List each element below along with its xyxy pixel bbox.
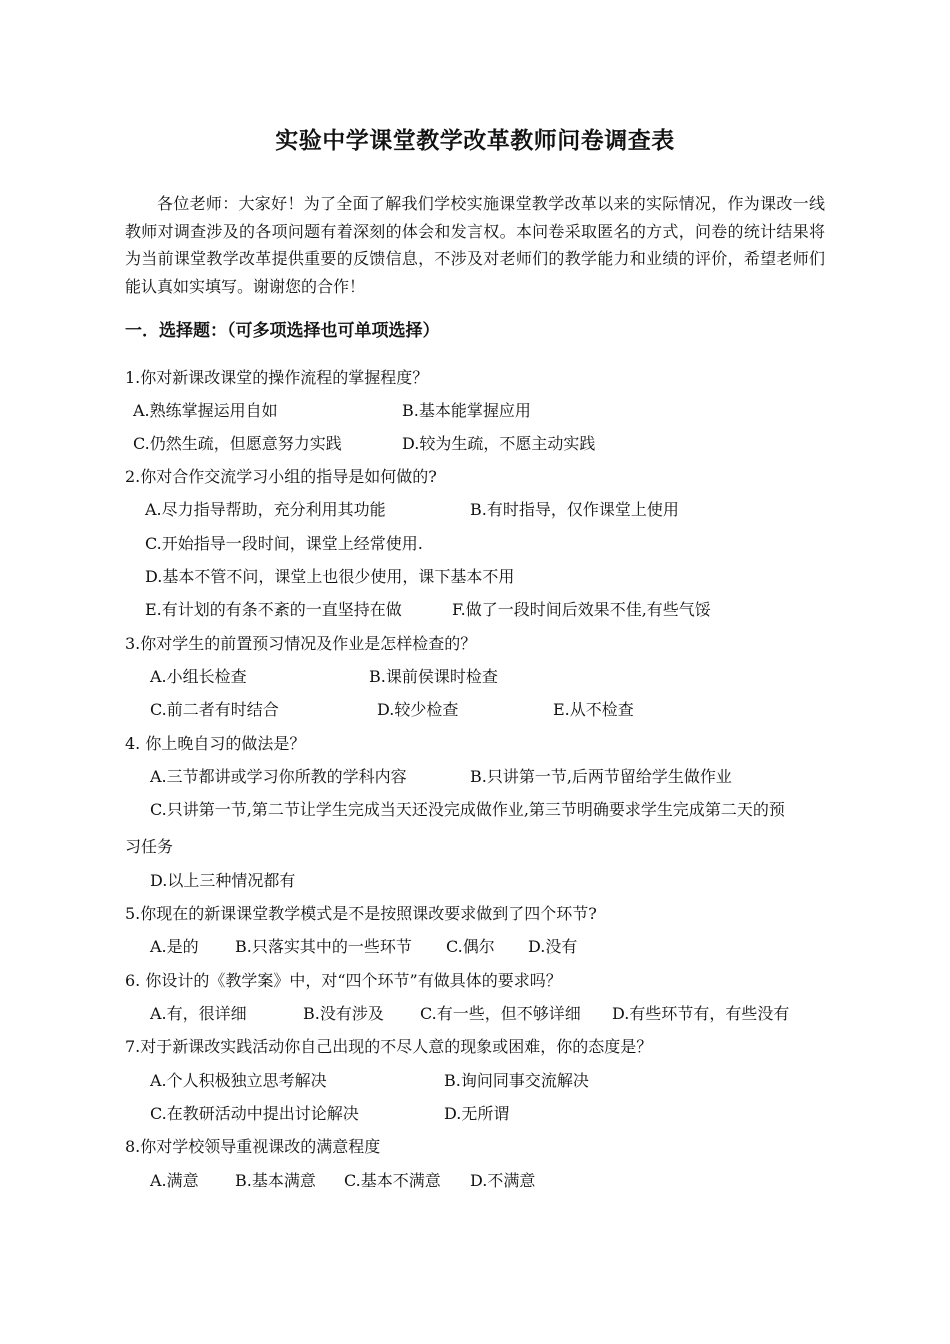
- q1-option-c: C.仍然生疏，但愿意努力实践: [133, 434, 342, 453]
- q3-option-c: C.前二者有时结合: [150, 700, 279, 719]
- page-title: 实验中学课堂教学改革教师问卷调查表: [275, 128, 675, 154]
- q3-option-a: A.小组长检查: [150, 667, 247, 686]
- q2-option-d: D.基本不管不问，课堂上也很少使用，课下基本不用: [145, 567, 515, 586]
- question-8: 8.你对学校领导重视课改的满意程度: [125, 1137, 381, 1156]
- q4-option-c-line2: 习任务: [125, 837, 174, 856]
- question-5: 5.你现在的新课课堂教学模式是不是按照课改要求做到了四个环节?: [125, 904, 597, 923]
- q5-option-c: C.偶尔: [446, 937, 495, 956]
- q7-option-d: D.无所谓: [444, 1104, 510, 1123]
- q5-option-d: D.没有: [528, 937, 578, 956]
- q2-option-f: F.做了一段时间后效果不佳,有些气馁: [452, 600, 711, 619]
- q4-option-a: A.三节都讲或学习你所教的学科内容: [150, 767, 407, 786]
- q8-option-a: A.满意: [150, 1171, 199, 1190]
- question-6: 6. 你设计的《教学案》中，对“四个环节”有做具体的要求吗？: [125, 971, 562, 990]
- q3-option-d: D.较少检查: [377, 700, 459, 719]
- q2-option-b: B.有时指导，仅作课堂上使用: [470, 500, 679, 519]
- q7-option-c: C.在教研活动中提出讨论解决: [150, 1104, 359, 1123]
- q3-option-e: E.从不检查: [553, 700, 634, 719]
- question-4: 4. 你上晚自习的做法是？: [125, 734, 306, 753]
- q2-option-e: E.有计划的有条不紊的一直坚持在做: [145, 600, 402, 619]
- q5-option-a: A.是的: [150, 937, 199, 956]
- question-7: 7.对于新课改实践活动你自己出现的不尽人意的现象或困难，你的态度是？: [125, 1037, 653, 1056]
- question-2: 2.你对合作交流学习小组的指导是如何做的?: [125, 467, 437, 486]
- intro-paragraph: 各位老师：大家好！为了全面了解我们学校实施课堂教学改革以来的实际情况，作为课改一线教师对调查涉及的各项问题有着深刻的体会和发言权。本问卷采取匿名的方式，问卷的统计结果将为当前课堂教学改革提供重要的反馈信息，不涉及对老师们的教学能力和业绩的评价，希望老师们能认真如实填写。谢谢您的合作！: [125, 194, 825, 296]
- q2-option-c: C.开始指导一段时间，课堂上经常使用.: [145, 534, 423, 553]
- q4-option-d: D.以上三种情况都有: [150, 871, 296, 890]
- question-3: 3.你对学生的前置预习情况及作业是怎样检查的？: [125, 634, 477, 653]
- q4-option-b: B.只讲第一节,后两节留给学生做作业: [470, 767, 732, 786]
- q7-option-b: B.询问同事交流解决: [444, 1071, 589, 1090]
- q5-option-b: B.只落实其中的一些环节: [235, 937, 412, 956]
- q1-option-b: B.基本能掌握应用: [402, 401, 531, 420]
- section-heading: 一．选择题：（可多项选择也可单项选择）: [125, 321, 440, 341]
- q2-option-a: A.尽力指导帮助，充分利用其功能: [145, 500, 386, 519]
- q6-option-a: A.有，很详细: [150, 1004, 247, 1023]
- q8-option-b: B.基本满意: [235, 1171, 316, 1190]
- q8-option-d: D.不满意: [470, 1171, 536, 1190]
- q6-option-c: C.有一些，但不够详细: [420, 1004, 581, 1023]
- q1-option-d: D.较为生疏，不愿主动实践: [402, 434, 596, 453]
- q3-option-b: B.课前侯课时检查: [369, 667, 498, 686]
- q1-option-a: A.熟练掌握运用自如: [133, 401, 278, 420]
- q8-option-c: C.基本不满意: [344, 1171, 441, 1190]
- q6-option-d: D.有些环节有，有些没有: [612, 1004, 790, 1023]
- q4-option-c-line1: C.只讲第一节,第二节让学生完成当天还没完成做作业,第三节明确要求学生完成第二天的预: [150, 800, 785, 819]
- q7-option-a: A.个人积极独立思考解决: [150, 1071, 327, 1090]
- question-1: 1.你对新课改课堂的操作流程的掌握程度？: [125, 368, 429, 387]
- q6-option-b: B.没有涉及: [303, 1004, 384, 1023]
